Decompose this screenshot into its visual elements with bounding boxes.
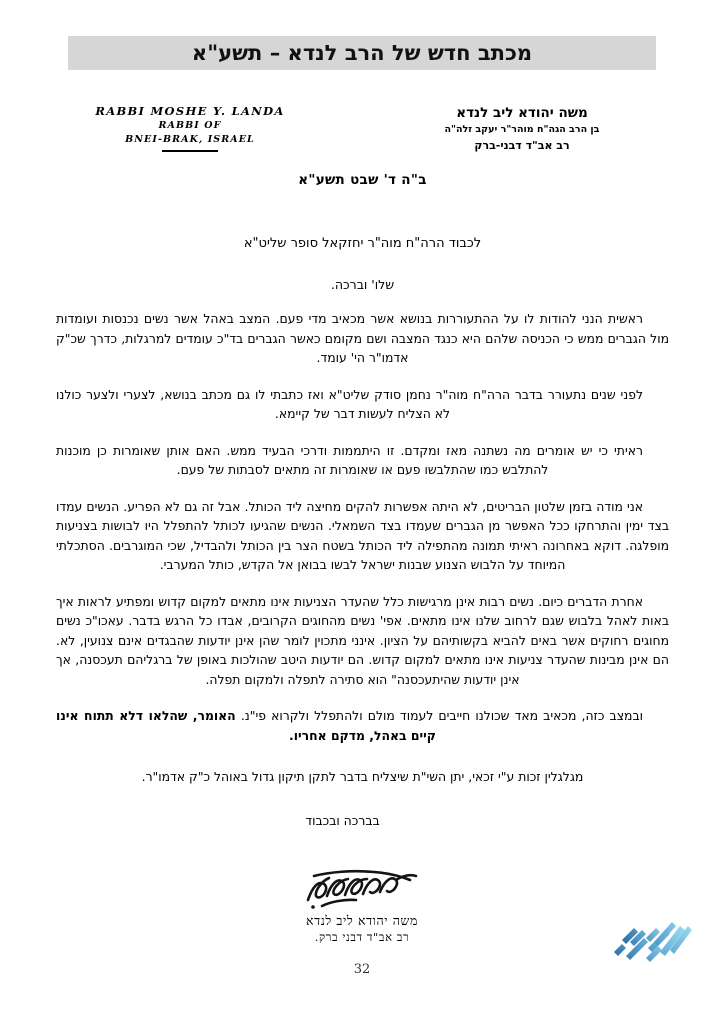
emphasis-lead-text: ובמצב כזה, מכאיב מאד שכולנו חייבים לעמוד מולם ולהתפלל ולקרוא פי"נ. [240, 708, 643, 723]
letterhead-english [60, 104, 320, 152]
signature-role: רב אב"ד דבני ברק. [314, 930, 410, 944]
letter-paragraph: ראיתי כי יש אומרים מה נשתנה מאז ומקדם. זו היתממות ודרכי הבעיד ממש. האם אותן שאומרות כן מוכנות להתלבש כמו שהתלבשו פעם או שאומרות זה מתאים לסבתות של פעם. [56, 442, 643, 477]
letter-paragraph: לפני שנים נתעורר בדבר הרה"ח מוה"ר נחמן סודק שליט"א ואז כתבתי לו גם מכתב בנושא, לצערי ולצער כולנו לא הצליח לעשות דבר של קיימא. [56, 386, 643, 421]
letterhead-hebrew-name: משה יהודא ליב לנדא [456, 105, 588, 121]
letter-paragraph-emphasised [56, 706, 669, 745]
emphasis-bold-text: האומר, שהלאו דלא תתוח אינו קיים באהל, מדקם אחריו. [56, 708, 436, 743]
letterhead-hebrew-role: רב אב"ד דבני-ברק [474, 139, 570, 152]
handwritten-signature-icon [0, 866, 724, 912]
letter-regards: בברכה ובכבוד [305, 812, 380, 828]
page-title: מכתב חדש של הרב לנדא – תשע"א [191, 41, 533, 65]
letterhead-english-role: RABBI OF [158, 120, 222, 131]
letter-paragraph: ראשית הנני להודות לו על ההתעוררות בנושא אשר מכאיב מדי פעם. המצב באהל אשר נשים נכנסות ועומדות מול הגברים ממש כי הכניסה שלהם היא כנגד המצבה ושם מקומם כאשר הגברים בד"כ עומדים למרגלות, כדרך שכ"ק אדמו"ר הי' עומד. [56, 311, 669, 365]
addressee-line: לכבוד הרה"ח מוה"ר יחזקאל סופר שליט"א [243, 236, 482, 251]
letterhead-english-city: BNEI-BRAK, ISRAEL [125, 134, 255, 145]
letterhead-hebrew [377, 104, 667, 154]
letterhead-hebrew-lineage: בן הרב הגה"ח מוהר"ר יעקב זלה"ה [444, 124, 600, 135]
page-number: 32 [353, 962, 371, 977]
letterhead [55, 104, 669, 166]
letter-paragraph: אחרת הדברים כיום. נשים רבות אינן מרגישות כלל שהעדר הצניעות אינו מתאים למקום קדוש ומפתיע לראות איך באות לאהל בלבוש שגם לרחוב שלנו אינו מתאים. אפי' נשים מהחוגים הקרובים, אבדו כל הרגש בדבר. עאכו"כ נשים מחוגים רחוקים אשר באים להביא בקשותיהם על הציון. אינני מתכוין לומר שהן אינן יודעות שהבגדים אינם צנועין, לא. הם אינן מבינות שהעדר צניעות אינו מתאים למקום קדוש. הם יודעות היטב שהולכות באופן של ברגליהם תעכסנה, אך אינן יודעות שהיתעכסנה" הוא סתירה לתפלה ולמקום תפלה. [56, 593, 669, 687]
letterhead-divider [162, 150, 218, 152]
letter-paragraph: אני מודה בזמן שלטון הבריטים, לא היתה אפשרות להקים מחיצה ליד הכותל. אבל זה גם לא הפריע. הנשים עמדו בצד ימין והתרחקו ככל האפשר מן הגברים שעמדו בצד השמאלי. הנשים שהגיעו לכותל להתפלל היו לבושות בצניעות מופלגה. דוקא באחרונה ראיתי תמונה מהתפילה ליד הכותל בשטח הצר בין הכותל ולהבדיל, שכי המוגרבים. הסתכלתי המיוחד על הלבוש הצנוע שבנות ישראל לבשו בבואן אל הקדש, כותל המערבי. [56, 498, 669, 572]
letterhead-english-name: RABBI MOSHE Y. LANDA [95, 104, 285, 118]
header-banner [68, 36, 656, 70]
date-line: ב"ה ד' שבט תשע"א [298, 172, 427, 188]
greeting-line: שלו' וברכה. [330, 277, 395, 292]
letter-body [56, 172, 669, 828]
letter-closing-paragraph: מגלגלין זכות ע"י זכאי, יתן השי"ת שיצליח בדבר לתקן תיקון גדול באוהל כ"ק אדמו"ר. [141, 769, 584, 784]
signature-name: משה יהודא ליב לנדא [306, 913, 418, 928]
